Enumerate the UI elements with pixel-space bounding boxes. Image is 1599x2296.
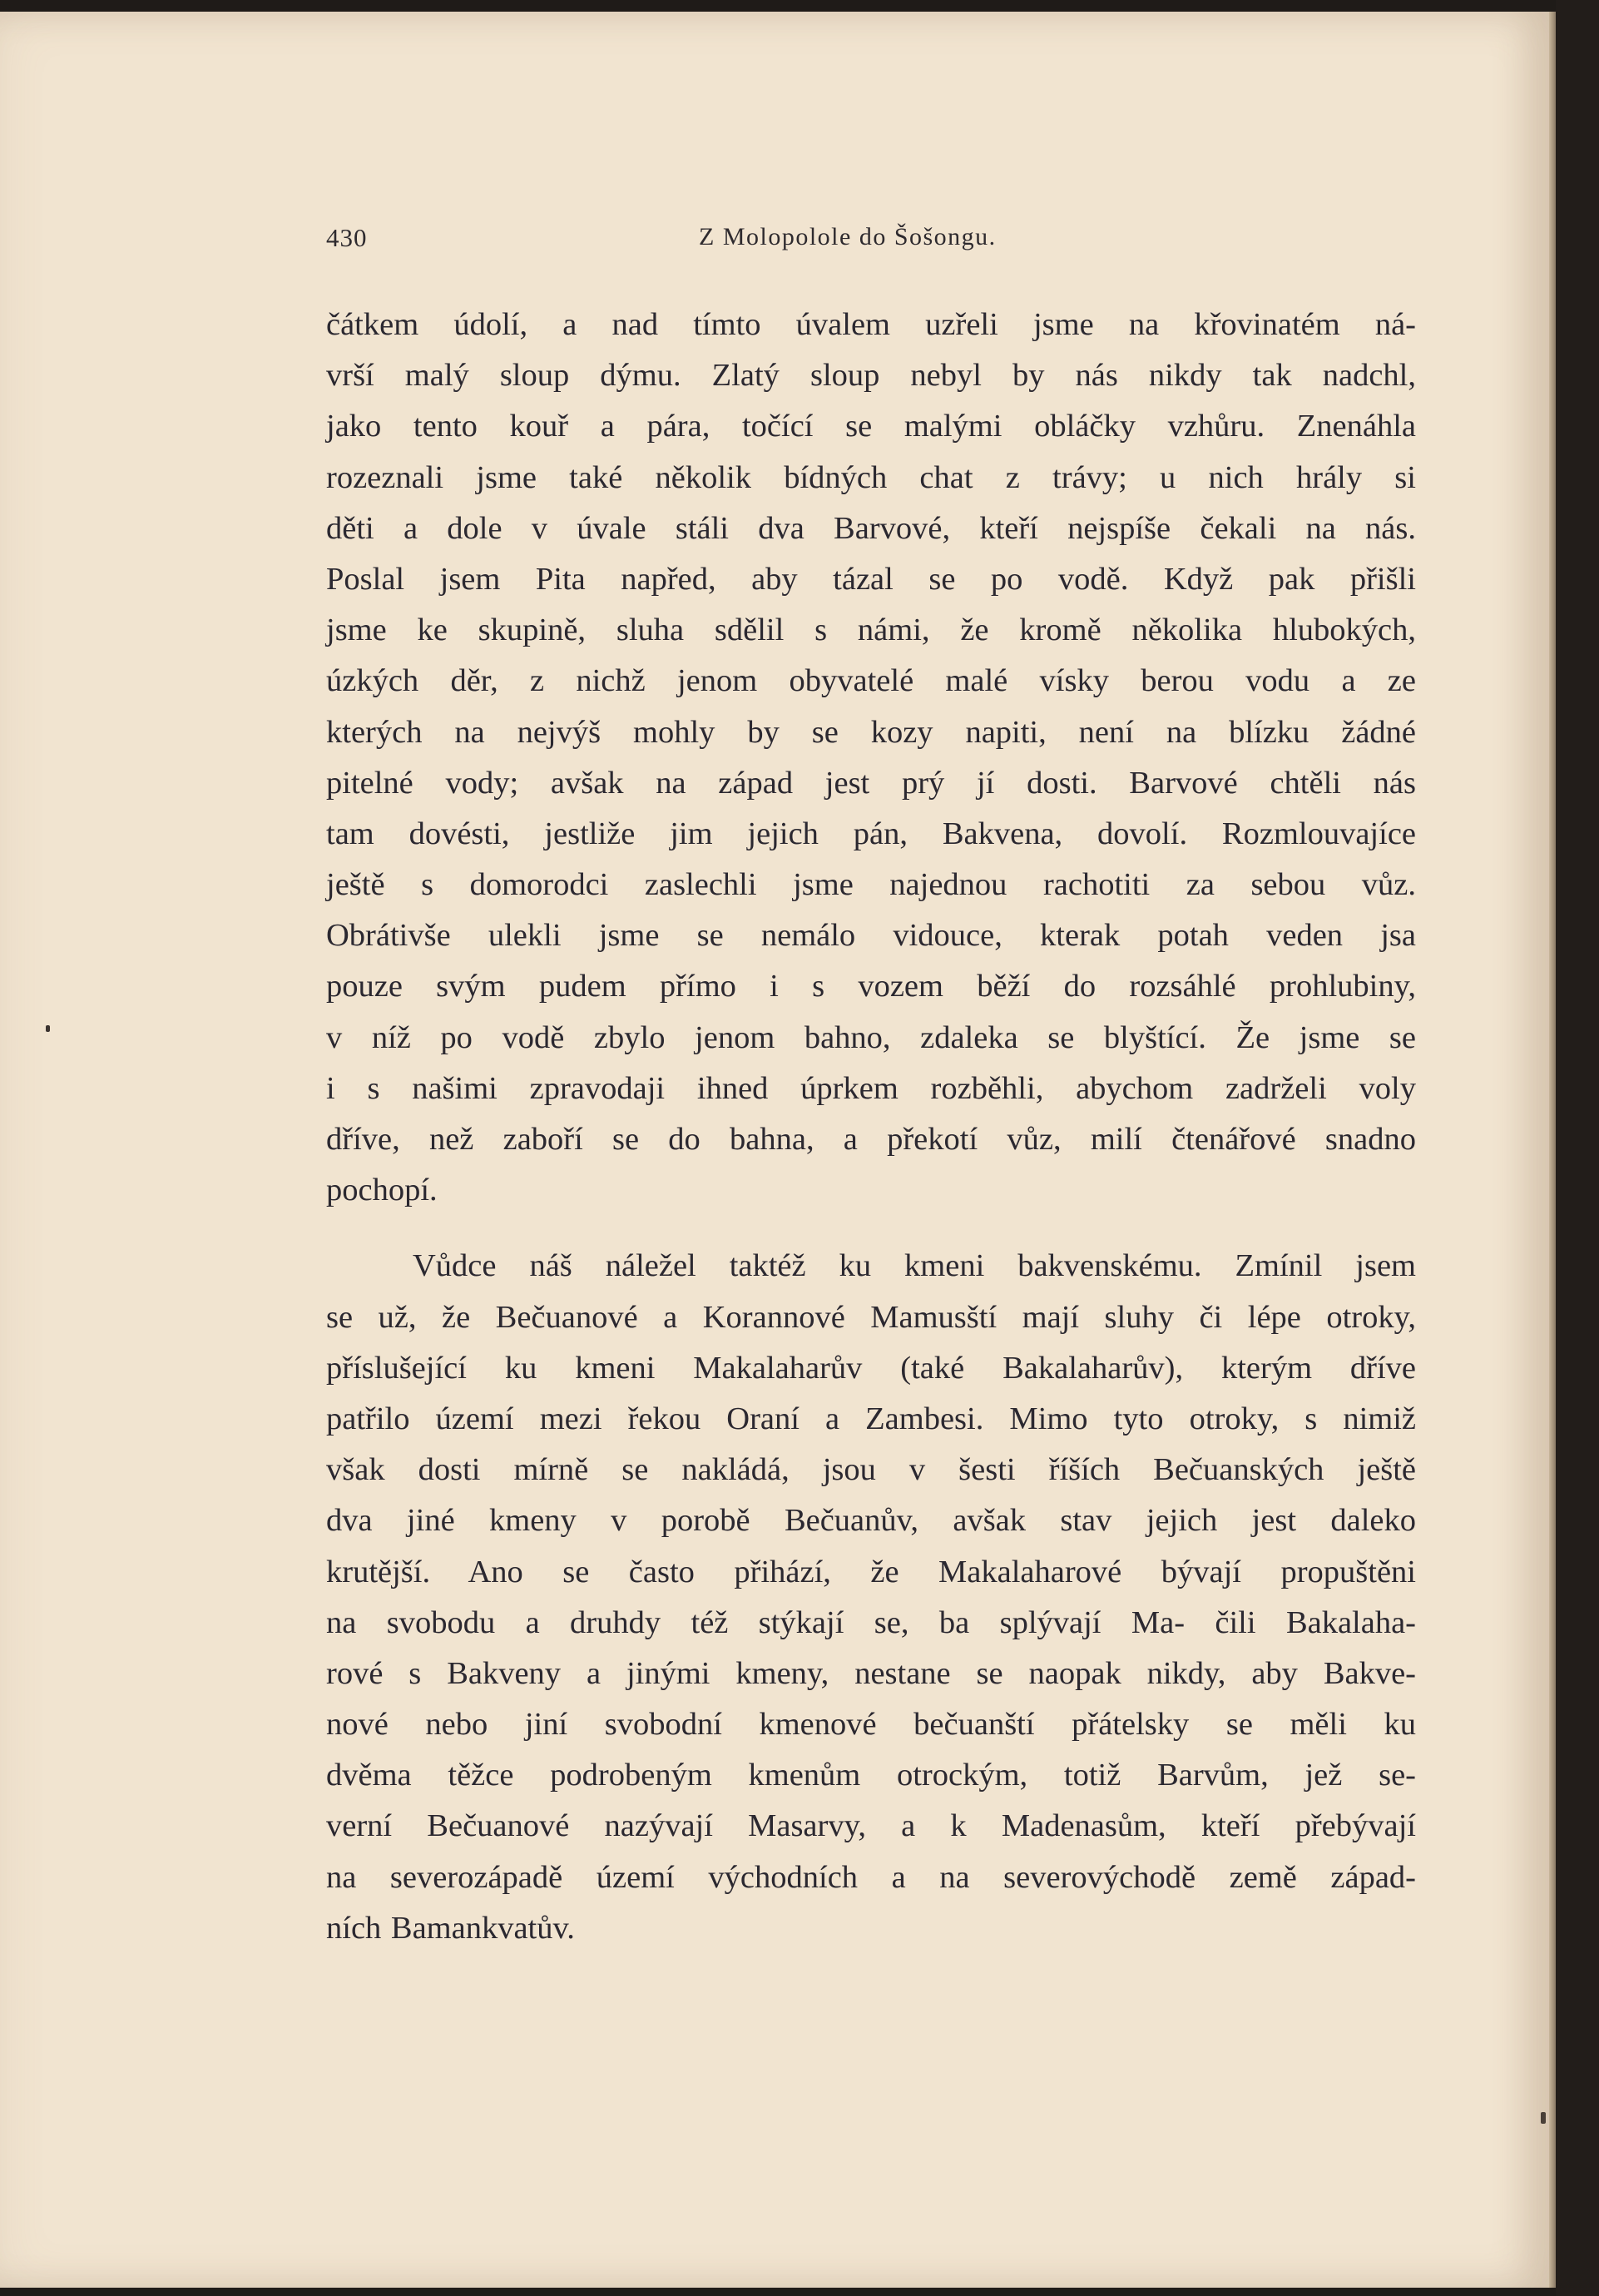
text-line: jako tento kouř a pára, točící se malými obláčky vzhůru. Znenáhla (326, 409, 1416, 444)
paragraph-gap (326, 1216, 1416, 1241)
text-line: však dosti mírně se nakládá, jsou v šesti říších Bečuanských ještě (326, 1452, 1416, 1488)
text-line: verní Bečuanové nazývají Masarvy, a k Madenasům, kteří přebývají (326, 1808, 1416, 1844)
text-line: rozeznali jsme také několik bídných chat z trávy; u nich hrály si (326, 459, 1416, 495)
text-line: tam dovésti, jestliže jim jejich pán, Bakvena, dovolí. Rozmlouvajíce (326, 816, 1416, 851)
paragraph (326, 300, 1416, 1216)
text-line: dvěma těžce podrobeným kmenům otrockým, totiž Barvům, jež se- (326, 1758, 1416, 1793)
text-line: jsme ke skupině, sluha sdělil s námi, že kromě několika hlubokých, (326, 612, 1416, 648)
text-line: čátkem údolí, a nad tímto úvalem uzřeli jsme na křovinatém ná- (326, 307, 1416, 342)
scan-border-right (1556, 0, 1599, 2296)
text-line: nové nebo jiní svobodní kmenové bečuanští přátelsky se měli ku (326, 1707, 1416, 1743)
text-line: i s našimi zpravodaji ihned úprkem rozběhli, abychom zadrželi voly (326, 1070, 1416, 1106)
text-line: rové s Bakveny a jinými kmeny, nestane se naopak nikdy, aby Bakve- (326, 1655, 1416, 1691)
text-line: dříve, než zaboří se do bahna, a překotí vůz, milí čtenářové snadno (326, 1122, 1416, 1157)
text-line: patřilo území mezi řekou Oraní a Zambesi. Mimo tyto otroky, s nimiž (326, 1401, 1416, 1436)
running-head (326, 223, 1416, 260)
text-line: pitelné vody; avšak na západ jest prý jí dosti. Barvové chtěli nás (326, 765, 1416, 801)
paper-speck (1541, 2112, 1546, 2124)
text-line: příslušející ku kmeni Makalaharův (také Bakalaharův), kterým dříve (326, 1350, 1416, 1386)
text-line: na severozápadě území východních a na severovýchodě země západ- (326, 1859, 1416, 1895)
running-title: Z Molopolole do Šošongu. (699, 223, 997, 250)
text-line: vrší malý sloup dýmu. Zlatý sloup nebyl by nás nikdy tak nadchl, (326, 358, 1416, 394)
text-line: děti a dole v úvale stáli dva Barvové, kteří nejspíše čekali na nás. (326, 510, 1416, 546)
text-line: se už, že Bečuanové a Korannové Mamusští mají sluhy či lépe otroky, (326, 1299, 1416, 1335)
page-number: 430 (326, 223, 368, 252)
text-line: pochopí. (326, 1173, 438, 1208)
text-line: ních Bamankvatův. (326, 1910, 575, 1946)
paragraph (326, 1241, 1416, 1954)
text-line: Obrátivše ulekli jsme se nemálo vidouce, kterak potah veden jsa (326, 918, 1416, 954)
page-edge (1549, 12, 1556, 2288)
text-line: Vůdce náš náležel taktéž ku kmeni bakvenskému. Zmínil jsem (413, 1248, 1416, 1284)
body-text (326, 300, 1416, 1954)
text-line: dva jiné kmeny v porobě Bečuanův, avšak stav jejich jest daleko (326, 1503, 1416, 1539)
text-line: v níž po vodě zbylo jenom bahno, zdaleka se blyštící. Že jsme se (326, 1019, 1416, 1055)
text-line: kterých na nejvýš mohly by se kozy napiti, není na blízku žádné (326, 714, 1416, 750)
text-line: pouze svým pudem přímo i s vozem běží do rozsáhlé prohlubiny, (326, 969, 1416, 1004)
text-line: na svobodu a druhdy též stýkají se, ba splývají Ma- čili Bakalaha- (326, 1604, 1416, 1640)
text-line: Poslal jsem Pita napřed, aby tázal se po vodě. Když pak přišli (326, 561, 1416, 597)
text-line: ještě s domorodci zaslechli jsme najednou rachotiti za sebou vůz. (326, 867, 1416, 903)
paper-speck (46, 1025, 50, 1032)
text-line: úzkých děr, z nichž jenom obyvatelé malé vísky berou vodu a ze (326, 663, 1416, 699)
text-line: krutější. Ano se často přihází, že Makalaharové bývají propuštěni (326, 1554, 1416, 1589)
